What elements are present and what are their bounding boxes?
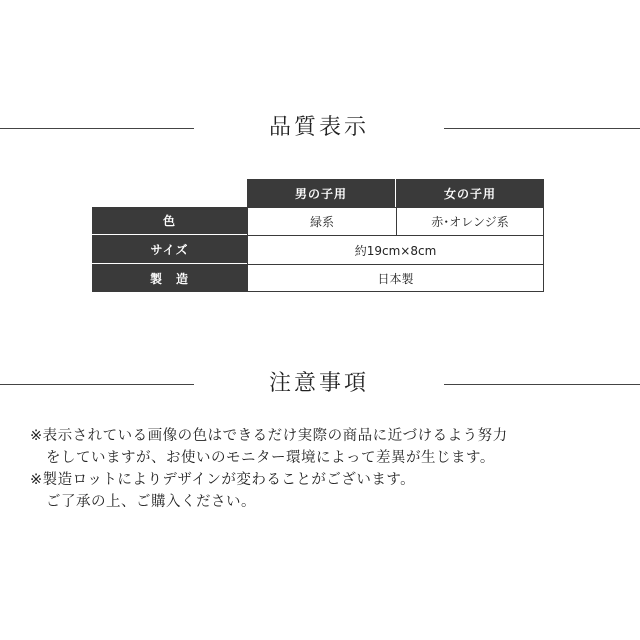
manufacture-value: 日本製 xyxy=(247,264,544,292)
note-line: ご了承の上、ご購入ください。 xyxy=(46,494,256,510)
notes-section-title: 注意事項 xyxy=(268,371,369,396)
quality-section-header xyxy=(0,108,640,148)
size-value: 約19cm×8cm xyxy=(247,235,544,265)
quality-table xyxy=(92,179,544,292)
row-label-color: 色 xyxy=(92,207,247,235)
divider-left xyxy=(0,384,194,385)
note-line: ※製造ロットによりデザインが変わることがございます。 xyxy=(30,472,416,488)
header-girls: 女の子用 xyxy=(396,179,544,207)
color-value-boys: 緑系 xyxy=(247,207,397,236)
notes-body xyxy=(30,425,630,513)
quality-section-title: 品質表示 xyxy=(268,115,369,140)
note-line: ※表示されている画像の色はできるだけ実際の商品に近づけるよう努力 xyxy=(30,428,508,444)
divider-left xyxy=(0,128,194,129)
divider-right xyxy=(444,384,640,385)
row-label-manufacture: 製 造 xyxy=(92,264,247,292)
note-line: をしていますが、お使いのモニター環境によって差異が生じます。 xyxy=(46,450,495,466)
notes-section-header xyxy=(0,364,640,404)
row-label-size: サイズ xyxy=(92,235,247,264)
color-value-girls: 赤･オレンジ系 xyxy=(396,207,544,236)
header-boys: 男の子用 xyxy=(247,179,396,207)
divider-right xyxy=(444,128,640,129)
